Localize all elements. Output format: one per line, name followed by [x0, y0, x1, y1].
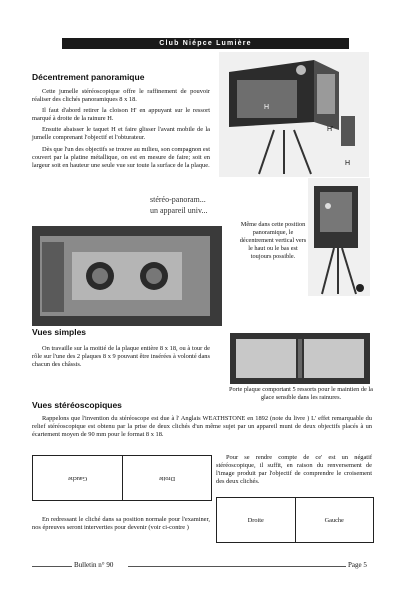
plate-holder-photo	[230, 333, 370, 384]
paragraph: Cette jumelle stéréoscopique offre le raffinement de pouvoir réaliser des clichés panoramiques 8 x 18.	[32, 88, 210, 104]
camera-photo-top	[219, 52, 369, 177]
print-table	[216, 497, 374, 543]
section-body-panoramic	[32, 88, 210, 170]
cell-label: Gauche	[67, 474, 87, 482]
camera-illustration	[219, 52, 369, 177]
cell-label: Gauche	[324, 516, 344, 524]
section-title-simple: Vues simples	[32, 327, 87, 337]
plate-holder-illustration	[230, 333, 370, 384]
photo-label: H	[264, 104, 270, 111]
table-cell	[217, 498, 295, 542]
photo-label: H	[345, 160, 351, 167]
right-paragraph: Pour se rendre compte de ce' est un négatif stéréoscopique, il suffit, en raison du renversement de l'image produit par l'objectif de comprendre le croisement des deux clichés.	[216, 454, 372, 486]
footer-rule-left	[32, 566, 72, 567]
section-body-stereo: Rappelons que l'invention du stéréoscope est due à l' Anglais WEATHSTONE en 1892 (note du livre ) L' effet remarquable du relief stéréoscopique est obtenu par la prise de deux clichés d'un même sujet par un appareil muni de deux objectifs placés à un écartement moyen de 90 mm pour le format 8 x 18.	[32, 415, 372, 439]
plate-holder-caption: Porte plaque comportant 5 ressorts pour le maintien de la glace sensible dans les rainures.	[229, 386, 373, 401]
footer-rule-middle	[128, 566, 346, 567]
table-cell	[122, 456, 212, 500]
section-title-stereo: Vues stéréoscopiques	[32, 400, 122, 410]
section-title-panoramic: Décentrement panoramique	[32, 72, 145, 82]
paragraph: Ensuite abaisser le taquet H et faire glisser l'avant mobile de la jumelle comprenant l'objectif et l'obturateur.	[32, 126, 210, 142]
footer-page: Page 5	[348, 561, 367, 569]
camera-photo-side	[308, 178, 370, 296]
paragraph: Il faut d'abord retirer la cloison H' en appuyant sur le ressort marqué à droite de la rainure H.	[32, 107, 210, 123]
section-body-simple: On travaille sur la moitié de la plaque entière 8 x 18, ou à tour de rôle sur l'une des 2 plaques 8 x 9 pouvant être insérées à volonté dans chacun des châssis.	[32, 345, 210, 369]
cell-label: Droite	[247, 516, 264, 524]
photo-text: stéréo-panoram...	[150, 195, 206, 204]
cell-label: Droite	[158, 474, 175, 482]
camera-side-illustration	[308, 178, 370, 296]
footer-bulletin: Bulletin n° 90	[74, 561, 114, 569]
camera-photo-front	[32, 194, 222, 326]
photo-caption-panoramic: Même dans cette position panoramique, le décentrement vertical vers le haut ou le bas est toujours possible.	[239, 221, 307, 260]
table-cell	[295, 498, 374, 542]
paragraph: Dès que l'un des objectifs se trouve au milieu, son compagnon est couvert par la platine métallique, on est en mesure de faire; soit en largeur soit en hauteur une seule vue sur toute la surface de la plaque.	[32, 145, 210, 169]
negative-table	[32, 455, 212, 501]
table-cell	[33, 456, 122, 500]
photo-label: H'	[327, 126, 334, 133]
photo-text: un appareil univ...	[150, 206, 208, 215]
left-paragraph: En redressant le cliché dans sa position normale pour l'examiner, nos épreuves seront interverties pour devenir (voir ci-contre )	[32, 516, 210, 532]
header-banner: Club Niépce Lumière	[62, 38, 349, 49]
